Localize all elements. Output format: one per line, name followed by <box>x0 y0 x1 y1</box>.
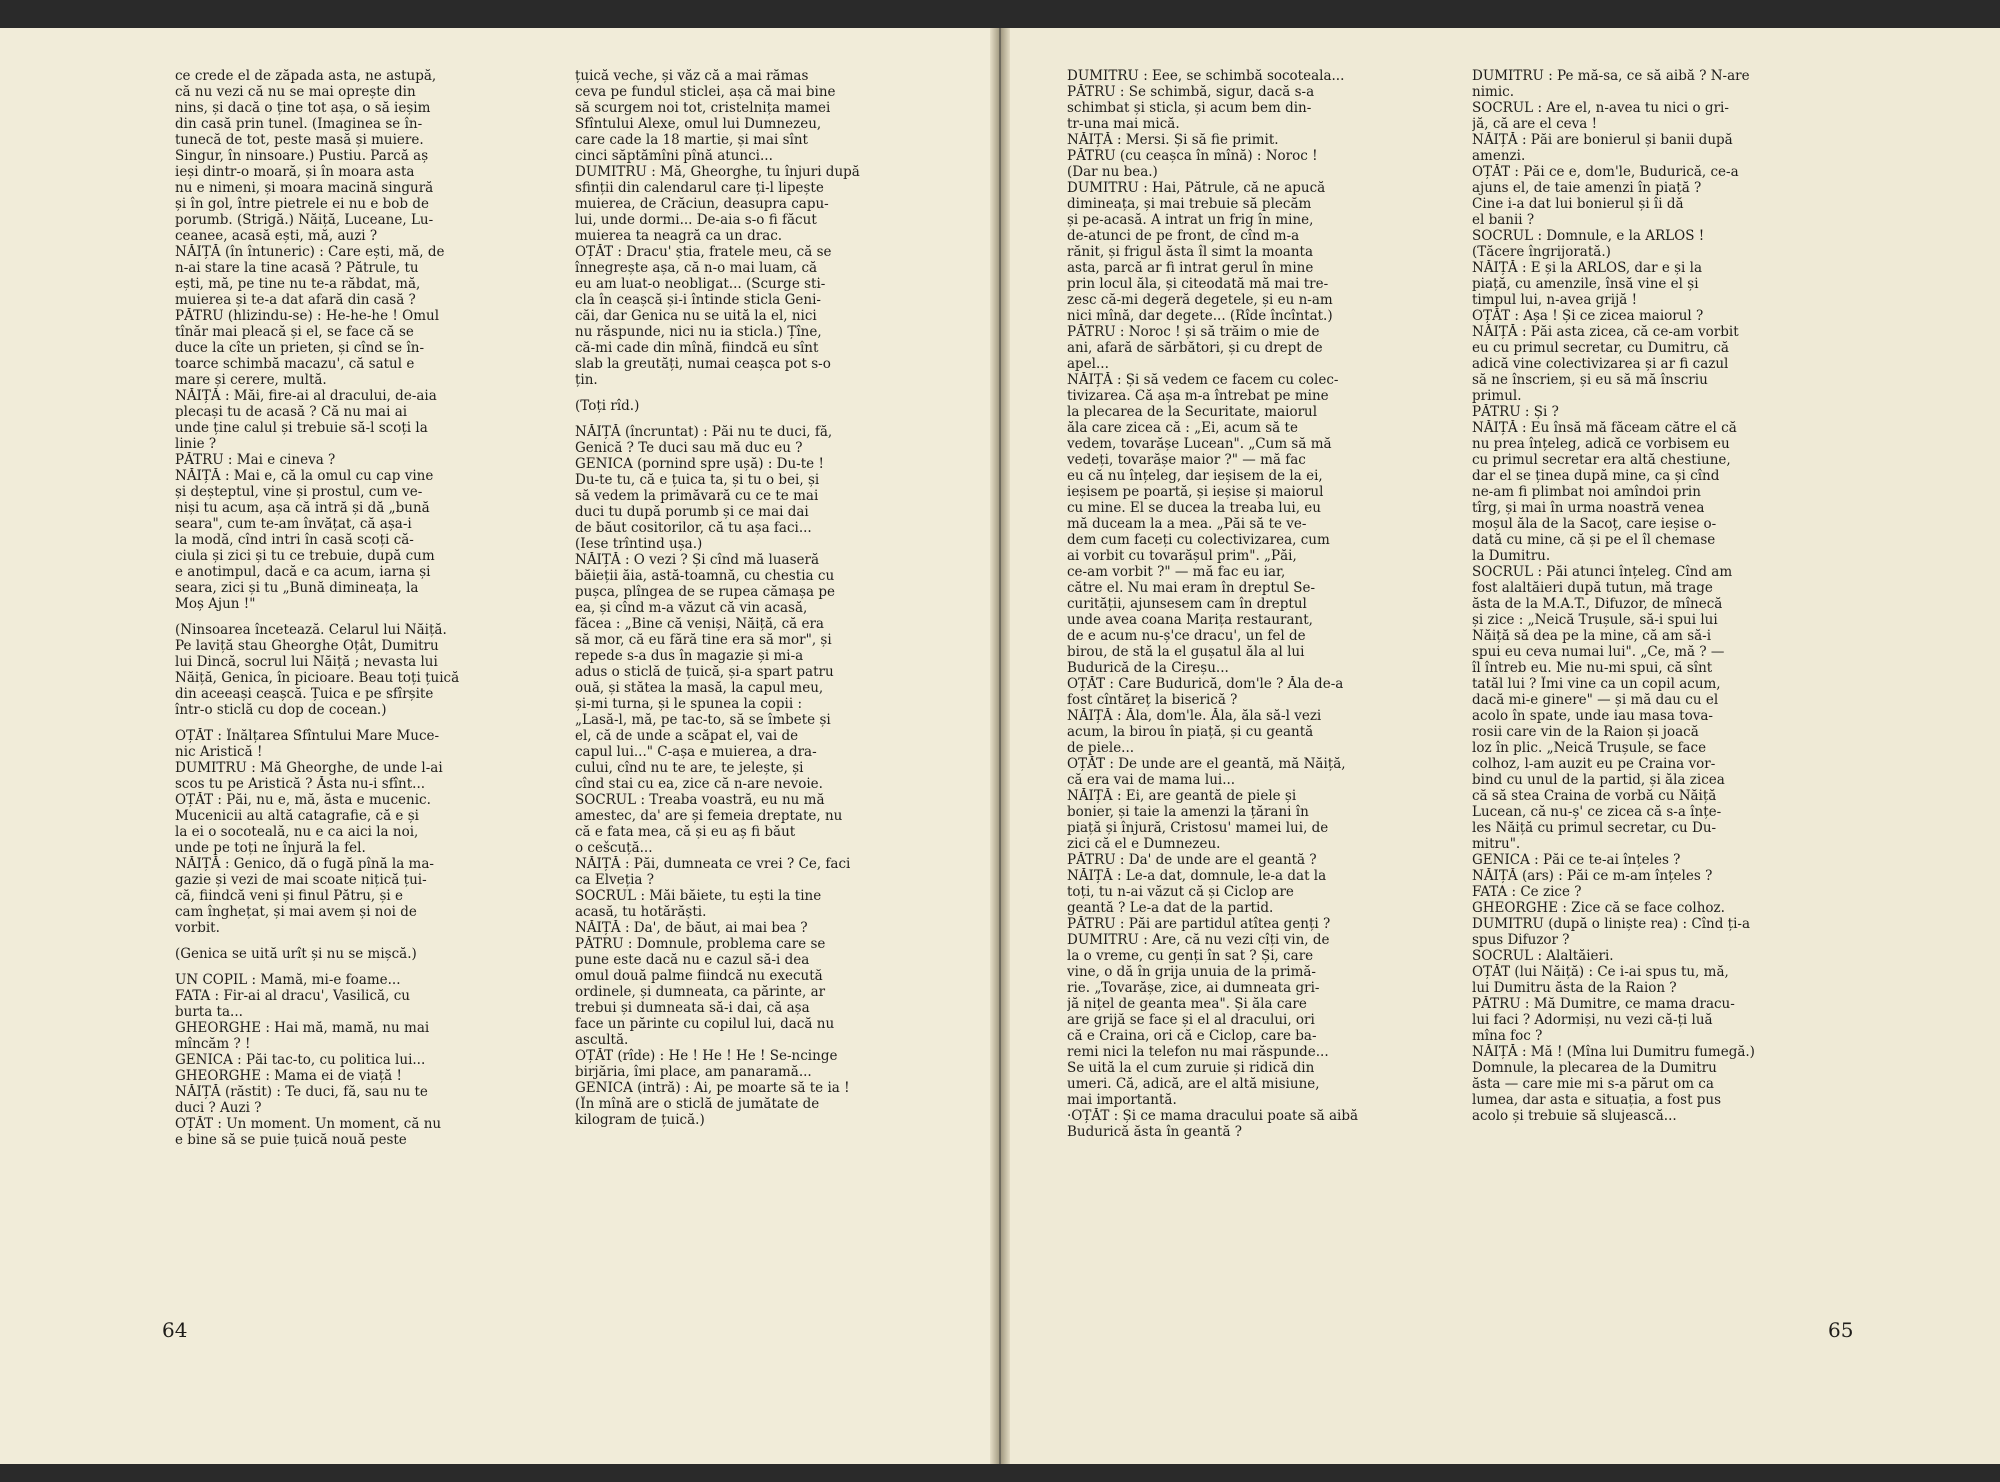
text-line: cu mine. El se ducea la treaba lui, eu <box>1067 500 1321 516</box>
text-line: NĂIȚĂ : Mă ! (Mîna lui Dumitru fumegă.) <box>1472 1044 1755 1060</box>
text-line: mare și cerere, multă. <box>175 372 327 388</box>
text-line: NĂIȚĂ : Păi are bonierul și banii după <box>1472 132 1733 148</box>
text-line: și pe-acasă. A intrat un frig în mine, <box>1067 212 1314 228</box>
text-line: de băut cositorilor, că tu așa faci... <box>575 520 812 536</box>
text-line: piață și înjură, Cristosu' mamei lui, de <box>1067 820 1329 836</box>
text-line: GHEORGHE : Mama ei de viață ! <box>175 1068 402 1084</box>
text-line: unde ține calul și trebuie să-l scoți la <box>175 420 428 436</box>
text-line: ceanee, acasă ești, mă, auzi ? <box>175 228 378 244</box>
text-line: cinci săptămîni pînă atunci... <box>575 148 773 164</box>
text-line: ăla care zicea că : „Ei, acum să te <box>1067 420 1298 436</box>
text-line: seara", cum te-am învățat, că așa-i <box>175 516 412 532</box>
text-line: ani, afară de sărbători, și cu drept de <box>1067 340 1323 356</box>
text-line: Se uită la el cum zuruie și ridică din <box>1067 1060 1315 1076</box>
text-line: mîncăm ? ! <box>175 1036 251 1052</box>
text-line: linie ? <box>175 436 217 452</box>
text-line <box>175 612 550 622</box>
text-line: vorbit. <box>175 920 220 936</box>
text-line: nu e nimeni, și moara macină singură <box>175 180 434 196</box>
text-line: țuică veche, și văz că a mai rămas <box>575 68 809 84</box>
text-line: ordinele, și dumneata, ca părinte, ar <box>575 984 826 1000</box>
text-line: PĂTRU (hlizindu-se) : He-he-he ! Omul <box>175 308 440 324</box>
text-line: apel... <box>1067 356 1109 372</box>
text-line: ai vorbit cu tovarășul prim". „Păi, <box>1067 548 1297 564</box>
text-line: dacă mi-e ginere" — și mă dau cu el <box>1472 692 1719 708</box>
text-line: să vedem la primăvară cu ce te mai <box>575 488 819 504</box>
text-line: lui Dumitru ăsta de la Raion ? <box>1472 980 1677 996</box>
text-line: NĂIȚĂ : Ei, are geantă de piele și <box>1067 788 1297 804</box>
text-line: loz în plic. „Neică Trușule, se face <box>1472 740 1707 756</box>
text-line: Lucean, că nu-ș' ce zicea că s-a înțe- <box>1472 804 1722 820</box>
text-line: DUMITRU : Mă, Gheorghe, tu înjuri după <box>575 164 860 180</box>
left-page-column-1 <box>175 68 550 1318</box>
text-line: la o vreme, cu genți în sat ? Și, care <box>1067 948 1314 964</box>
text-line: PĂTRU : Domnule, problema care se <box>575 936 826 952</box>
text-line: Moș Ajun !" <box>175 596 256 612</box>
text-line: NĂIȚĂ : Măi, fire-ai al dracului, de-aia <box>175 388 437 404</box>
text-line: GHEORGHE : Hai mă, mamă, nu mai <box>175 1020 430 1036</box>
text-line: ca Elveția ? <box>575 872 655 888</box>
text-line: duci tu după porumb și ce mai dai <box>575 504 809 520</box>
text-line: lui, unde dormi... De-aia s-o fi făcut <box>575 212 817 228</box>
page-number-right: 65 <box>1828 1318 1854 1342</box>
text-line: sfinții din calendarul care ți-l lipește <box>575 180 824 196</box>
text-line: PĂTRU : Se schimbă, sigur, dacă s-a <box>1067 84 1315 100</box>
text-line: schimbat și sticla, și acum bem din- <box>1067 100 1312 116</box>
text-line: les Năiță cu primul secretar, cu Du- <box>1472 820 1717 836</box>
text-line: tivizarea. Că așa m-a întrebat pe mine <box>1067 388 1329 404</box>
text-line: căi, dar Genica nu se uită la el, nici <box>575 308 817 324</box>
text-line: rie. „Tovarășe, zice, ai dumneata gri- <box>1067 980 1320 996</box>
text-line: geantă ? Le-a dat de la partid. <box>1067 900 1274 916</box>
text-line: NĂIȚĂ : Păi, dumneata ce vrei ? Ce, faci <box>575 856 851 872</box>
text-line: OȚĂT : Așa ! Și ce zicea maiorul ? <box>1472 308 1704 324</box>
text-line <box>175 962 550 972</box>
text-line: jă nițel de geanta mea". Și ăla care <box>1067 996 1307 1012</box>
text-line: nins, și dacă o ține tot așa, o să ieșim <box>175 100 431 116</box>
text-line: prin locul ăla, și citeodată mă mai tre- <box>1067 276 1329 292</box>
text-line: SOCRUL : Alaltăieri. <box>1472 948 1614 964</box>
right-page-column-1 <box>1067 68 1442 1318</box>
text-line: FATA : Fir-ai al dracu', Vasilică, cu <box>175 988 410 1004</box>
text-line: n-ai stare la tine acasă ? Pătrule, tu <box>175 260 419 276</box>
text-line: slab la greutăți, numai ceașca pot s-o <box>575 356 831 372</box>
text-line: de-atunci de pe front, de cînd m-a <box>1067 228 1300 244</box>
text-line: OȚĂT (lui Năiță) : Ce i-ai spus tu, mă, <box>1472 964 1729 980</box>
text-line: duce la cîte un prieten, și cînd se în- <box>175 340 425 356</box>
text-line: NĂIȚĂ : Mersi. Și să fie primit. <box>1067 132 1279 148</box>
text-line: Sfîntului Alexe, omul lui Dumnezeu, <box>575 116 822 132</box>
text-line: PĂTRU (cu ceașca în mînă) : Noroc ! <box>1067 148 1318 164</box>
text-line: NĂIȚĂ (în întuneric) : Care ești, mă, de <box>175 244 445 260</box>
text-line: Singur, în ninsoare.) Pustiu. Parcă aș <box>175 148 429 164</box>
text-line: vedem, tovarășe Lucean". „Cum să mă <box>1067 436 1332 452</box>
text-line: piață, cu amenzile, însă vine el și <box>1472 276 1699 292</box>
text-line: birjăria, îmi place, am panaramă... <box>575 1064 812 1080</box>
text-line: că să stea Craina de vorbă cu Năiță <box>1472 788 1717 804</box>
text-line: ouă, și stătea la masă, la capul meu, <box>575 680 824 696</box>
text-line: tîrg, și mai în urma noastră venea <box>1472 500 1705 516</box>
text-line: NĂIȚĂ : Mai e, că la omul cu cap vine <box>175 468 434 484</box>
text-line: Năiță, Genica, în picioare. Beau toți țuică <box>175 670 460 686</box>
text-line: către el. Nu mai eram în dreptul Se- <box>1067 580 1316 596</box>
text-line: NĂIȚĂ (încruntat) : Păi nu te duci, fă, <box>575 424 833 440</box>
text-line: care cade la 18 martie, și mai sînt <box>575 132 808 148</box>
text-line: la plecarea de la Securitate, maiorul <box>1067 404 1318 420</box>
text-line: că era vai de mama lui... <box>1067 772 1236 788</box>
text-line: adică vine colectivizarea și ar fi cazul <box>1472 356 1729 372</box>
text-line: SOCRUL : Păi atunci înțeleg. Cînd am <box>1472 564 1733 580</box>
text-line: mai importantă. <box>1067 1092 1177 1108</box>
right-page-column-2 <box>1472 68 1847 1318</box>
text-line: amenzi. <box>1472 148 1526 164</box>
text-line: și zice : „Neică Trușule, să-i spui lui <box>1472 612 1718 628</box>
text-line: băieții ăia, astă-toamnă, cu chestia cu <box>575 568 835 584</box>
text-line: de e acum nu-ș'ce dracu', un fel de <box>1067 628 1306 644</box>
text-line: OȚĂT : Un moment. Un moment, că nu <box>175 1116 442 1132</box>
text-line: și-mi turna, și le spunea la copii : <box>575 696 803 712</box>
text-line: birou, de stă la el gușatul ăla al lui <box>1067 644 1305 660</box>
book-gutter <box>990 28 1010 1464</box>
text-line: pune este dacă nu e cazul să-i dea <box>575 952 810 968</box>
text-line: tunecă de tot, peste masă și muiere. <box>175 132 424 148</box>
text-line: ăsta — care mie mi s-a părut om ca <box>1472 1076 1714 1092</box>
text-line: ajuns el, de taie amenzi în piață ? <box>1472 180 1702 196</box>
text-line: repede s-a dus în magazie și mi-a <box>575 648 804 664</box>
text-line: rosii care vin de la Raion și joacă <box>1472 724 1699 740</box>
text-line: acolo și trebuie să slujească... <box>1472 1108 1677 1124</box>
text-line: că, fiindcă veni și finul Pătru, și e <box>175 888 404 904</box>
left-page-column-2 <box>575 68 950 1318</box>
text-line: pușca, plîngea de se rupea cămașa pe <box>575 584 836 600</box>
text-line: PĂTRU : Noroc ! și să trăim o mie de <box>1067 324 1320 340</box>
text-line: cului, cînd nu te are, te jelește, și <box>575 760 804 776</box>
text-line: NĂIȚĂ : Da', de băut, ai mai bea ? <box>575 920 808 936</box>
text-line: Du-te tu, că e țuica ta, și tu o bei, și <box>575 472 820 488</box>
text-line: DUMITRU : Pe mă-sa, ce să aibă ? N-are <box>1472 68 1750 84</box>
text-line: OȚĂT : Care Budurică, dom'le ? Ăla de-a <box>1067 676 1344 692</box>
text-line: e anotimpul, dacă e ca acum, iarna și <box>175 564 431 580</box>
text-line: PĂTRU : Și ? <box>1472 404 1559 420</box>
text-line: (Ninsoarea încetează. Celarul lui Năiță. <box>175 622 447 638</box>
text-line: NĂIȚĂ (răstit) : Te duci, fă, sau nu te <box>175 1084 428 1100</box>
text-line: cla în ceașcă și-i întinde sticla Geni- <box>575 292 821 308</box>
text-line: OȚĂT (rîde) : He ! He ! He ! Se-ncinge <box>575 1048 838 1064</box>
text-line: DUMITRU : Eee, se schimbă socoteala... <box>1067 68 1345 84</box>
text-line: primul. <box>1472 388 1522 404</box>
text-line: PĂTRU : Mă Dumitre, ce mama dracu- <box>1472 996 1735 1012</box>
text-line: GENICA (intră) : Ai, pe moarte să te ia ! <box>575 1080 850 1096</box>
text-line: curității, ajunsesem cam în dreptul <box>1067 596 1307 612</box>
text-line: nimic. <box>1472 84 1514 100</box>
text-line: OȚĂT : Înălțarea Sfîntului Mare Muce- <box>175 728 440 744</box>
text-line: GHEORGHE : Zice că se face colhoz. <box>1472 900 1725 916</box>
text-line: să mor, că eu fără tine era să mor", și <box>575 632 832 648</box>
text-line: tatăl lui ? Îmi vine ca un copil acum, <box>1472 676 1721 692</box>
text-line: dată cu mine, că și pe el îl chemase <box>1472 532 1716 548</box>
text-line: de piele... <box>1067 740 1135 756</box>
text-line: NĂIȚĂ : Genico, dă o fugă pînă la ma- <box>175 856 434 872</box>
text-line: cam înghețat, și mai avem și noi de <box>175 904 417 920</box>
text-line <box>175 936 550 946</box>
text-line: nu prea înțeleg, adică ce vorbisem eu <box>1472 436 1730 452</box>
text-line: din casă prin tunel. (Imaginea se în- <box>175 116 423 132</box>
text-line: tr-una mai mică. <box>1067 116 1180 132</box>
text-line: nici mînă, dar degete... (Rîde încîntat.) <box>1067 308 1333 324</box>
text-line: vedeți, tovarășe maior ?" — mă fac <box>1067 452 1306 468</box>
text-line: (Toți rîd.) <box>575 398 640 414</box>
text-line: seara, zici și tu „Bună dimineața, la <box>175 580 419 596</box>
text-line: plecași tu de acasă ? Că nu mai ai <box>175 404 408 420</box>
text-line: (În mînă are o sticlă de jumătate de <box>575 1096 820 1112</box>
text-line: eu am luat-o neobligat... (Scurge sti- <box>575 276 826 292</box>
text-line: muierea și te-a dat afară din casă ? <box>175 292 416 308</box>
text-line: NĂIȚĂ : Ăla, dom'le. Ăla, ăla să-l vezi <box>1067 708 1322 724</box>
text-line: ieșisem pe poartă, și ieșise și maiorul <box>1067 484 1324 500</box>
text-line: înnegrește așa, că n-o mai luam, că <box>575 260 818 276</box>
text-line: scos tu pe Aristică ? Ăsta nu-i sfînt... <box>175 776 426 792</box>
text-line: GENICA (pornind spre ușă) : Du-te ! <box>575 456 824 472</box>
text-line: SOCRUL : Treaba voastră, eu nu mă <box>575 792 825 808</box>
text-line: PĂTRU : Mai e cineva ? <box>175 452 336 468</box>
text-line: acasă, tu hotărăști. <box>575 904 707 920</box>
text-line: ascultă. <box>575 1032 629 1048</box>
text-line: ciula și zici și tu ce trebuie, după cum <box>175 548 435 564</box>
text-line: eu cu primul secretar, cu Dumitru, că <box>1472 340 1729 356</box>
text-line: nu răspunde, nici nu ia sticla.) Țîne, <box>575 324 822 340</box>
text-line: ne-am fi plimbat noi amîndoi prin <box>1472 484 1701 500</box>
text-line: (Tăcere îngrijorată.) <box>1472 244 1611 260</box>
text-line: e bine să se puie țuică nouă peste <box>175 1132 407 1148</box>
text-line: într-o sticlă cu dop de cocean.) <box>175 702 387 718</box>
text-line: OȚĂT : Dracu' știa, fratele meu, că se <box>575 244 832 260</box>
text-line: la ei o socoteală, nu e ca aici la noi, <box>175 824 419 840</box>
text-line: mitru". <box>1472 836 1521 852</box>
text-line: PĂTRU : Păi are partidul atîtea genți ? <box>1067 916 1331 932</box>
text-line: burta ta... <box>175 1004 243 1020</box>
text-line: face un părinte cu copilul lui, dacă nu <box>575 1016 835 1032</box>
text-line: Cine i-a dat lui bonierul și îi dă <box>1472 196 1684 212</box>
text-line: rănit, și frigul ăsta îl simt la moanta <box>1067 244 1314 260</box>
text-line: și deșteptul, vine și prostul, cum ve- <box>175 484 423 500</box>
text-line: eu că nu înțeleg, dar ieșisem de la ei, <box>1067 468 1323 484</box>
text-line: dar el se ținea după mine, ca și cînd <box>1472 468 1720 484</box>
text-line: UN COPIL : Mamă, mi-e foame... <box>175 972 401 988</box>
text-line: unde avea coana Marița restaurant, <box>1067 612 1313 628</box>
text-line: o cešcuță... <box>575 840 653 856</box>
text-line: NĂIȚĂ (ars) : Păi ce m-am înțeles ? <box>1472 868 1713 884</box>
text-line: să scurgem noi tot, cristelnița mamei <box>575 100 831 116</box>
text-line: dimineața, și mai trebuie să plecăm <box>1067 196 1312 212</box>
text-line: unde pe toți ne înjură la fel. <box>175 840 366 856</box>
text-line: că-mi cade din mînă, fiindcă eu sînt <box>575 340 819 356</box>
text-line: GENICA : Păi ce te-ai înțeles ? <box>1472 852 1681 868</box>
text-line: fost cîntăreț la biserică ? <box>1067 692 1238 708</box>
text-line: GENICA : Păi tac-to, cu politica lui... <box>175 1052 426 1068</box>
text-line: ce-am vorbit ?" — mă fac eu iar, <box>1067 564 1286 580</box>
text-line: porumb. (Strigă.) Năiță, Luceane, Lu- <box>175 212 434 228</box>
text-line: (Iese trîntind ușa.) <box>575 536 703 552</box>
text-line: ieși dintr-o moară, și în moara asta <box>175 164 415 180</box>
text-line: are grijă se face și el al dracului, ori <box>1067 1012 1315 1028</box>
text-line: Pe laviță stau Gheorghe Oțât, Dumitru <box>175 638 439 654</box>
text-line: ea, și cînd m-a văzut că vin acasă, <box>575 600 808 616</box>
text-line: la modă, cînd intri în casă scoți că- <box>175 532 414 548</box>
text-line: colhoz, l-am auzit eu pe Craina vor- <box>1472 756 1716 772</box>
text-line: „Lasă-l, mă, pe tac-to, să se îmbete și <box>575 712 831 728</box>
text-line: NĂIȚĂ : Și să vedem ce facem cu colec- <box>1067 372 1339 388</box>
text-line: PĂTRU : Da' de unde are el geantă ? <box>1067 852 1317 868</box>
text-line: muierea ta neagră ca un drac. <box>575 228 783 244</box>
text-line: SOCRUL : Măi băiete, tu ești la tine <box>575 888 822 904</box>
text-line: OȚĂT : Păi ce e, dom'le, Budurică, ce-a <box>1472 164 1739 180</box>
text-line: muierea, de Crăciun, deasupra capu- <box>575 196 829 212</box>
text-line: lumea, dar asta e situația, a fost pus <box>1472 1092 1722 1108</box>
text-line: ·OȚĂT : Și ce mama dracului poate să aibă <box>1067 1108 1359 1124</box>
text-line: duci ? Auzi ? <box>175 1100 262 1116</box>
text-line: și în gol, între pietrele ei nu e bob de <box>175 196 429 212</box>
text-line: țin. <box>575 372 598 388</box>
text-line: NĂIȚĂ : Le-a dat, domnule, le-a dat la <box>1067 868 1327 884</box>
text-line: capul lui..." C-așa e muierea, a dra- <box>575 744 817 760</box>
text-line: Năiță să dea pe la mine, că am să-i <box>1472 628 1712 644</box>
text-line: îl întreb eu. Mie nu-mi spui, că sînt <box>1472 660 1713 676</box>
text-line <box>175 718 550 728</box>
text-line: FATA : Ce zice ? <box>1472 884 1582 900</box>
text-line: din aceeași ceașcă. Țuica e pe sfîrșite <box>175 686 434 702</box>
text-line: umeri. Că, adică, are el altă misiune, <box>1067 1076 1320 1092</box>
text-line <box>575 414 950 424</box>
text-line: NĂIȚĂ : Eu însă mă făceam către el că <box>1472 420 1737 436</box>
text-line: cînd stai cu ea, zice că n-are nevoie. <box>575 776 823 792</box>
text-line: NĂIȚĂ : O vezi ? Și cînd mă luaseră <box>575 552 819 568</box>
text-line: Budurică de la Cireșu... <box>1067 660 1229 676</box>
text-line <box>575 388 950 398</box>
text-line: ăsta de la M.A.T., Difuzor, de mînecă <box>1472 596 1723 612</box>
text-line: bonier, și taie la amenzi la țărani în <box>1067 804 1309 820</box>
text-line: gazie și vezi de mai scoate nițică țui- <box>175 872 427 888</box>
text-line: vine, o dă în grija unuia de la primă- <box>1067 964 1316 980</box>
text-line: ești, mă, pe tine nu te-a răbdat, mă, <box>175 276 421 292</box>
text-line: jă, că are el ceva ! <box>1472 116 1598 132</box>
text-line: DUMITRU : Hai, Pătrule, că ne apucă <box>1067 180 1326 196</box>
text-line: că e Craina, ori că e Ciclop, care ba- <box>1067 1028 1317 1044</box>
text-line: nic Aristică ! <box>175 744 263 760</box>
text-line: trebui și dumneata să-i dai, că așa <box>575 1000 810 1016</box>
text-line: mă duceam la a mea. „Păi să te ve- <box>1067 516 1307 532</box>
text-line: kilogram de țuică.) <box>575 1112 705 1128</box>
text-line: NĂIȚĂ : E și la ARLOS, dar e și la <box>1472 260 1703 276</box>
text-line: mîna foc ? <box>1472 1028 1543 1044</box>
text-line: timpul lui, n-avea grijă ! <box>1472 292 1638 308</box>
text-line: să ne înscriem, și eu să mă înscriu <box>1472 372 1708 388</box>
text-line: amestec, da' are și femeia dreptate, nu <box>575 808 843 824</box>
text-line: DUMITRU : Mă Gheorghe, de unde l-ai <box>175 760 443 776</box>
text-line: niși tu acum, așa că intră și dă „bună <box>175 500 430 516</box>
text-line: la Dumitru. <box>1472 548 1551 564</box>
text-line: spui eu ceva numai lui". „Ce, mă ? — <box>1472 644 1725 660</box>
text-line: că e fata mea, că și eu aș fi băut <box>575 824 796 840</box>
page-number-left: 64 <box>162 1318 188 1342</box>
text-line: spus Difuzor ? <box>1472 932 1570 948</box>
text-line: ce crede el de zăpada asta, ne astupă, <box>175 68 437 84</box>
text-line: că nu vezi că nu se mai oprește din <box>175 84 416 100</box>
text-line: cu primul secretar era altă chestiune, <box>1472 452 1731 468</box>
text-line: lui faci ? Adormiși, nu vezi că-ți luă <box>1472 1012 1713 1028</box>
text-line: adus o sticlă de țuică, și-a spart patru <box>575 664 834 680</box>
text-line: DUMITRU (după o liniște rea) : Cînd ți-a <box>1472 916 1750 932</box>
text-line: zesc că-mi degeră degetele, și eu n-am <box>1067 292 1333 308</box>
text-line: (Dar nu bea.) <box>1067 164 1158 180</box>
text-line: SOCRUL : Are el, n-avea tu nici o gri- <box>1472 100 1729 116</box>
text-line: el banii ? <box>1472 212 1535 228</box>
text-line: făcea : „Bine că veniși, Năiță, că era <box>575 616 824 632</box>
text-line: (Genica se uită urît și nu se mișcă.) <box>175 946 417 962</box>
text-line: omul două palme fiindcă nu execută <box>575 968 823 984</box>
text-line: asta, parcă ar fi intrat gerul în mine <box>1067 260 1314 276</box>
text-line: dem cum faceți cu colectivizarea, cum <box>1067 532 1330 548</box>
text-line: tînăr mai pleacă și el, se face că se <box>175 324 414 340</box>
text-line: fost alaltăieri după tutun, mă trage <box>1472 580 1713 596</box>
text-line: Domnule, la plecarea de la Dumitru <box>1472 1060 1717 1076</box>
text-line: SOCRUL : Domnule, e la ARLOS ! <box>1472 228 1705 244</box>
text-line: toți, tu n-ai văzut că și Ciclop are <box>1067 884 1294 900</box>
text-line: OȚĂT : De unde are el geantă, mă Năiță, <box>1067 756 1346 772</box>
text-line: NĂIȚĂ : Păi asta zicea, că ce-am vorbit <box>1472 324 1739 340</box>
text-line: Genică ? Te duci sau mă duc eu ? <box>575 440 803 456</box>
text-line: moșul ăla de la Sacoț, care ieșise o- <box>1472 516 1717 532</box>
text-line: zici că el e Dumnezeu. <box>1067 836 1221 852</box>
text-line: Budurică ăsta în geantă ? <box>1067 1124 1243 1140</box>
text-line: DUMITRU : Are, că nu vezi cîți vin, de <box>1067 932 1330 948</box>
text-line: el, că de unde a scăpat el, vai de <box>575 728 799 744</box>
text-line: OȚĂT : Păi, nu e, mă, ăsta e mucenic. <box>175 792 431 808</box>
text-line: bind cu unul de la partid, și ăla zicea <box>1472 772 1725 788</box>
text-line: Mucenicii au altă catagrafie, că e și <box>175 808 419 824</box>
text-line: toarce schimbă macazu', că satul e <box>175 356 415 372</box>
text-line: remi nici la telefon nu mai răspunde... <box>1067 1044 1329 1060</box>
text-line: lui Dincă, socrul lui Năiță ; nevasta lui <box>175 654 438 670</box>
text-line: acum, la birou în piață, și cu geantă <box>1067 724 1314 740</box>
text-line: acolo în spate, unde iau masa tova- <box>1472 708 1713 724</box>
text-line: ceva pe fundul sticlei, așa că mai bine <box>575 84 836 100</box>
